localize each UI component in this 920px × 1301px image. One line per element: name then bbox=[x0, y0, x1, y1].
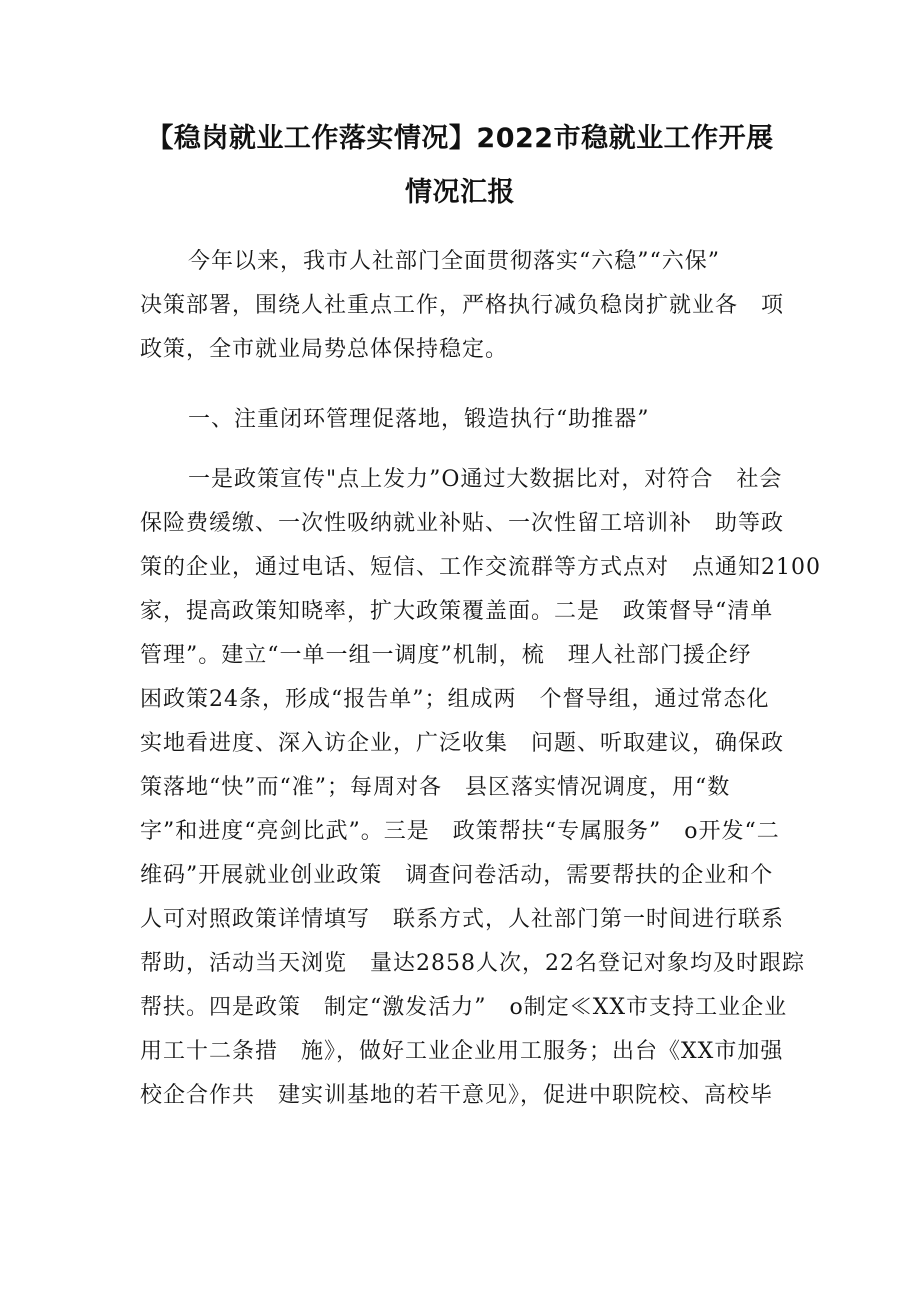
paragraph-line: 策落地“快”而“准”；每周对各 县区落实情况调度，用“数 bbox=[140, 775, 731, 800]
paragraph-line: 用工十二条措 施》，做好工业企业用工服务；出台《XX市加强 bbox=[140, 1039, 784, 1064]
paragraph-line: 一是政策宣传"点上发力”O通过大数据比对，对符合 社会 bbox=[188, 467, 783, 492]
paragraph-line: 字”和进度“亮剑比武”。三是 政策帮扶“专属服务” o开发“二 bbox=[140, 819, 780, 844]
paragraph-line: 人可对照政策详情填写 联系方式，人社部门第一时间进行联系 bbox=[140, 907, 785, 932]
paragraph-line: 困政策24条，形成“报告单”；组成两 个督导组，通过常态化 bbox=[140, 687, 770, 712]
paragraph-line: 策的企业，通过电话、短信、工作交流群等方式点对 点通知2100 bbox=[140, 555, 821, 580]
paragraph-line: 决策部署，围绕人社重点工作，严格执行减负稳岗扩就业各 项 bbox=[140, 293, 785, 318]
paragraph-line: 家，提高政策知晓率，扩大政策覆盖面。二是 政策督导“清单 bbox=[140, 599, 774, 624]
paragraph-line: 保险费缓缴、一次性吸纳就业补贴、一次性留工培训补 助等政 bbox=[140, 511, 785, 536]
intro-paragraph bbox=[140, 240, 790, 372]
paragraph-line: 管理”。建立“一单一组一调度”机制，梳 理人社部门援企纾 bbox=[140, 643, 752, 668]
paragraph-line: 今年以来，我市人社部门全面贯彻落实“六稳”“六保” bbox=[188, 249, 720, 274]
body-paragraph bbox=[140, 458, 821, 1118]
document-title bbox=[0, 112, 920, 220]
title-line: 【稳岗就业工作落实情况】2022市稳就业工作开展 bbox=[146, 123, 774, 154]
paragraph-line: 校企合作共 建实训基地的若干意见》，促进中职院校、高校毕 bbox=[140, 1083, 774, 1108]
paragraph-line: 政策，全市就业局势总体保持稳定。 bbox=[140, 337, 509, 362]
paragraph-line: 帮扶。四是政策 制定“激发活力” o制定≪XX市支持工业企业 bbox=[140, 995, 788, 1020]
paragraph-line: 维码”开展就业创业政策 调查问卷活动，需要帮扶的企业和个 bbox=[140, 863, 774, 888]
paragraph-line: 帮助，活动当天浏览 量达2858人次，22名登记对象均及时跟踪 bbox=[140, 951, 805, 976]
paragraph-line: 实地看进度、深入访企业，广泛收集 问题、听取建议，确保政 bbox=[140, 731, 785, 756]
section-heading-text: 一、注重闭环管理促落地，锻造执行“助推器” bbox=[188, 407, 650, 432]
title-line: 情况汇报 bbox=[405, 177, 515, 208]
section-heading bbox=[140, 398, 790, 442]
